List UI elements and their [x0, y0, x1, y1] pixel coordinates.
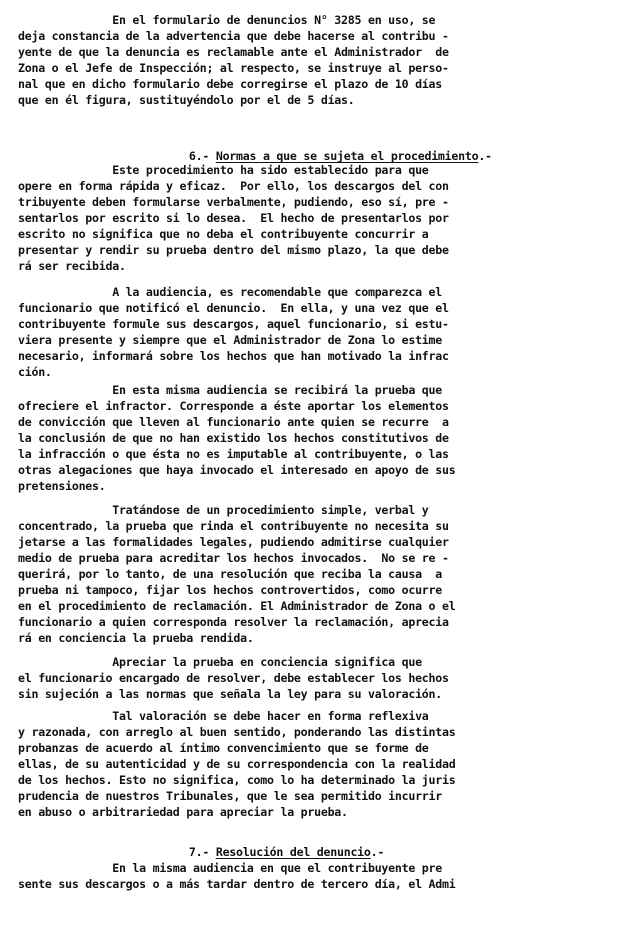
text-line: y razonada, con arreglo al buen sentido, ponderando las distintas — [18, 725, 456, 739]
text-line: rá ser recibida. — [18, 259, 126, 273]
paragraph-valuation — [18, 708, 608, 820]
text-line: concentrado, la prueba que rinda el contribuyente no necesita su — [18, 519, 449, 533]
paragraph-procedure — [18, 162, 602, 274]
section-7-number: 7.- — [188, 845, 216, 859]
text-line: yente de que la denuncia es reclamable ante el Administrador de — [18, 45, 449, 59]
text-line: ellas, de su autenticidad y de su correspondencia con la realidad — [18, 757, 456, 771]
text-line: rá en conciencia la prueba rendida. — [18, 631, 254, 645]
section-6-title: Normas a que se sujeta el procedimiento — [215, 149, 479, 163]
text-line: sente sus descargos o a más tardar dentro de tercero día, el Admi — [18, 877, 456, 891]
text-line: opere en forma rápida y eficaz. Por ello, los descargos del con — [18, 179, 449, 193]
text-line: la conclusión de que no han existido los hechos constitutivos de — [18, 431, 449, 445]
section-6-suffix: .- — [478, 149, 492, 163]
section-7-title: Resolución del denuncio — [215, 845, 371, 859]
text-line: necesario, informará sobre los hechos que han motivado la infrac — [18, 349, 449, 363]
text-line: escrito no significa que no deba el contribuyente concurrir a — [18, 227, 429, 241]
text-line: ofreciere el infractor. Corresponde a éste aportar los elementos — [18, 399, 449, 413]
text-line: ción. — [18, 365, 52, 379]
text-line: Este procedimiento ha sido establecido para que — [18, 163, 429, 177]
text-line: tribuyente deben formularse verbalmente, pudiendo, eso sí, pre - — [18, 195, 449, 209]
text-line: viera presente y siempre que el Administrador de Zona lo estime — [18, 333, 442, 347]
paragraph-evidence — [18, 382, 608, 494]
text-line: En el formulario de denuncios N° 3285 en uso, se — [18, 13, 436, 27]
text-line: A la audiencia, es recomendable que comparezca el — [18, 285, 442, 299]
text-line: presentar y rendir su prueba dentro del mismo plazo, la que debe — [18, 243, 449, 257]
text-line: Apreciar la prueba en conciencia significa que — [18, 655, 422, 669]
text-line: jetarse a las formalidades legales, pudiendo admitirse cualquier — [18, 535, 449, 549]
text-line: Zona o el Jefe de Inspección; al respecto, se instruye al perso- — [18, 61, 449, 75]
text-line: prudencia de nuestros Tribunales, que le sea permitido incurrir — [18, 789, 442, 803]
paragraph-conscience — [18, 654, 593, 702]
intro-paragraph — [18, 12, 614, 108]
text-line: probanzas de acuerdo al íntimo convencimiento que se forme de — [18, 741, 429, 755]
text-line: En la misma audiencia en que el contribuyente pre — [18, 861, 442, 875]
paragraph-hearing — [18, 284, 602, 380]
text-line: funcionario que notificó el denuncio. En ella, y una vez que el — [18, 301, 449, 315]
text-line: En esta misma audiencia se recibirá la prueba que — [18, 383, 442, 397]
text-line: Tal valoración se debe hacer en forma reflexiva — [18, 709, 429, 723]
text-line: otras alegaciones que haya invocado el interesado en apoyo de sus — [18, 463, 456, 477]
text-line: nal que en dicho formulario debe corregirse el plazo de 10 días — [18, 77, 442, 91]
text-line: en el procedimiento de reclamación. El Administrador de Zona o el — [18, 599, 456, 613]
text-line: en abuso o arbitrariedad para apreciar la prueba. — [18, 805, 348, 819]
text-line: deja constancia de la advertencia que debe hacerse al contribu - — [18, 29, 449, 43]
text-line: que en él figura, sustituyéndolo por el de 5 días. — [18, 93, 355, 107]
text-line: pretensiones. — [18, 479, 106, 493]
text-line: el funcionario encargado de resolver, debe establecer los hechos — [18, 671, 449, 685]
section-6-number: 6.- — [188, 149, 216, 163]
text-line: la infracción o que ésta no es imputable al contribuyente, o las — [18, 447, 449, 461]
paragraph-resolution — [18, 860, 608, 892]
text-line: contribuyente formule sus descargos, aquel funcionario, si estu- — [18, 317, 449, 331]
text-line: sentarlos por escrito si lo desea. El hecho de presentarlos por — [18, 211, 449, 225]
paragraph-simple-procedure — [18, 502, 608, 646]
text-line: medio de prueba para acreditar los hechos invocados. No se re - — [18, 551, 449, 565]
text-line: funcionario a quien corresponda resolver la reclamación, aprecia — [18, 615, 449, 629]
text-line: sin sujeción a las normas que señala la ley para su valoración. — [18, 687, 442, 701]
text-line: Tratándose de un procedimiento simple, verbal y — [18, 503, 429, 517]
text-line: de los hechos. Esto no significa, como lo ha determinado la juris — [18, 773, 456, 787]
section-7-suffix: .- — [370, 845, 385, 859]
text-line: de convicción que lleven al funcionario ante quien se recurre a — [18, 415, 449, 429]
text-line: prueba ni tampoco, fijar los hechos controvertidos, como ocurre — [18, 583, 442, 597]
text-line: querirá, por lo tanto, de una resolución que reciba la causa a — [18, 567, 442, 581]
